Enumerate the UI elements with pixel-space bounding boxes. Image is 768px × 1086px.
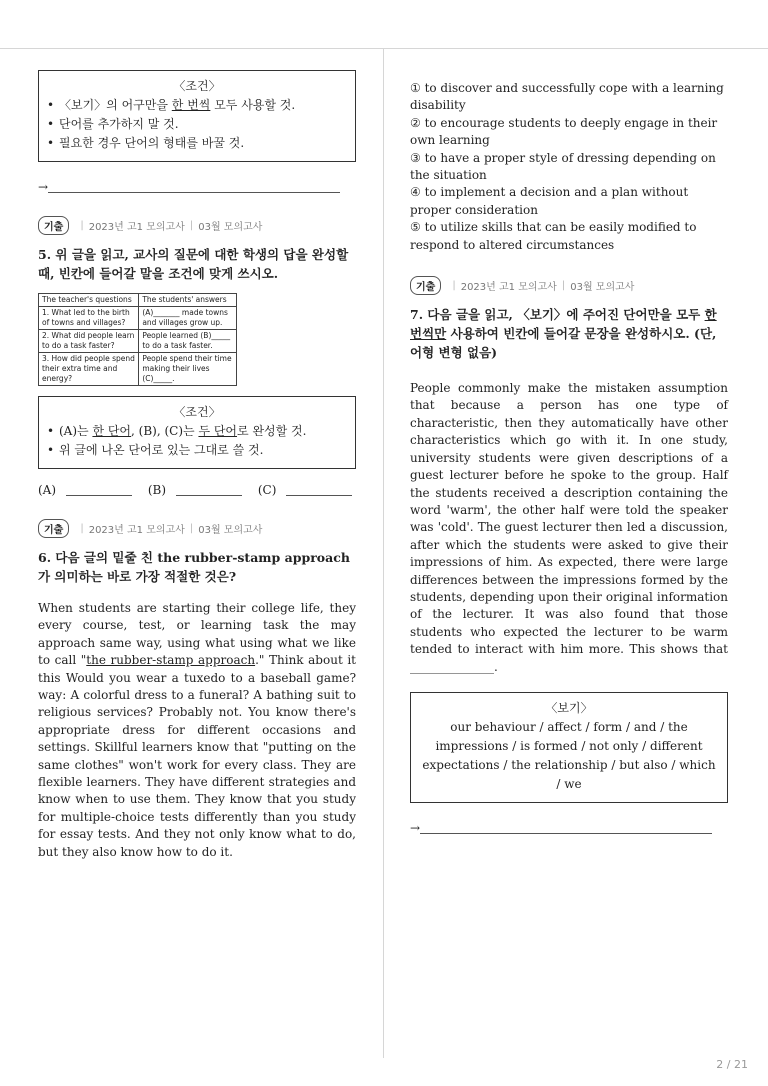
past-exam-badge: 기출 [38,519,69,538]
conditions-box-2: 〈조건〉 • (A)는 한 단어, (B), (C)는 두 단어로 완성할 것. • 위 글에 나온 단어로 있는 그대로 쓸 것. [38,396,356,469]
past-exam-badge: 기출 [410,276,441,295]
page-number: 2 / 21 [716,1058,748,1071]
right-column [410,80,728,835]
condition-item: • 단어를 추가하지 말 것. [47,115,347,134]
condition-item: • 필요한 경우 단어의 형태를 바꿀 것. [47,134,347,153]
table-row: 3. How did people spend their extra time and energy? People spend their time making their lives (C)_____. [39,353,237,386]
condition-item: • (A)는 한 단어, (B), (C)는 두 단어로 완성할 것. [47,422,347,441]
past-exam-badge: 기출 [38,216,69,235]
condition-item: • 〈보기〉의 어구만을 한 번씩 모두 사용할 것. [47,96,347,115]
q6-source: 기출 | 2023년 고1 모의고사 | 03월 모의고사 [38,519,356,538]
option-item[interactable]: ② to encourage students to deeply engage in their own learning [410,115,718,148]
answer-line[interactable] [410,821,728,835]
top-rule [0,48,768,49]
example-box: 〈보기〉 our behaviour / affect / form / and / the impressions / is formed / not only / different expectations / the relationship / but also / which / we [410,692,728,803]
abc-answers[interactable]: (A) (B) (C) [38,483,356,497]
option-item[interactable]: ④ to implement a decision and a plan without proper consideration [410,185,689,217]
q7-title: 7. 다음 글을 읽고, 〈보기〉에 주어진 단어만을 모두 한 번씩만 사용하여 빈칸에 들어갈 문장을 완성하시오. (단, 어형 변형 없음) [410,307,717,361]
q5-source: 기출 | 2023년 고1 모의고사 | 03월 모의고사 [38,216,356,235]
option-item[interactable]: ① to discover and successfully cope with a learning disability [410,81,724,113]
option-item[interactable]: ③ to have a proper style of dressing depending on the situation [410,150,716,183]
table-row: 2. What did people learn to do a task faster? People learned (B)_____ to do a task faster. [39,330,237,353]
conditions-box-1 [38,70,356,162]
table-row: 1. What led to the birth of towns and villages? (A)_______ made towns and villages grow up. [39,307,237,330]
option-item[interactable]: ⑤ to utilize skills that can be easily modified to respond to altered circumstances [410,220,697,252]
arrow-icon: → [38,180,49,194]
condition-item: • 위 글에 나온 단어로 있는 그대로 쓸 것. [47,441,347,460]
q5-title: 5. 위 글을 읽고, 교사의 질문에 대한 학생의 답을 완성할 때, 빈칸에 들어갈 말을 조건에 맞게 쓰시오. [38,247,349,281]
q7-source: 기출 | 2023년 고1 모의고사 | 03월 모의고사 [410,276,728,295]
q7-passage: People commonly make the mistaken assumption that because a person has one type of characteristic, then they automatically have other characteristics which go with it. In one study, university students were given descriptions of a guest lecturer before he spoke to the group. Half the students received a description containing the word 'warm', the other half were told the speaker was 'cold'. The guest lecturer then led a discussion, after which the students were asked to give their impressions of him. As expected, there were large differences between the impressions formed by the students, depending upon their original information of the lecturer. It was also found that those students who expected the lecturer to be warm tended to interact with him more. This shows that ______________. [410,381,728,674]
q6-title: 6. 다음 글의 밑줄 친 the rubber-stamp approach가 의미하는 바로 가장 적절한 것은? [38,550,350,584]
conditions-title: 〈조건〉 [173,79,221,93]
q6-passage: When students are starting their college life, they every course, test, or learning task the may approach same way, using what using what we like to call "the rubber-stamp approach." Think about it this Would you wear a tuxedo to a baseball game? way: A colorful dress to a funeral? A bathing suit to religious services? Probably not. You know there's appropriate dress for different occasions and settings. Skillful learners know that "putting on the same clothes" won't work for every class. They are flexible learners. They have different strategies and know when to use them. They know that you study for multiple-choice tests differently than you study for essay tests. And they not only know what to do, but they also know how to do it. [38,601,357,859]
left-column [38,70,356,861]
qa-table: The teacher's questions The students' answers 1. What led to the birth of towns and villages? (A)_______ made towns and villages grow up. 2. What did people learn to do a task faster? People learned (B)_____ to do a task faster. 3. How did people spend their extra time and energy? People spend their time making their lives (C)_____. [38,293,237,386]
answer-options [410,80,728,254]
arrow-icon: → [410,820,421,835]
column-divider [383,48,384,1058]
answer-line[interactable] [38,180,356,194]
